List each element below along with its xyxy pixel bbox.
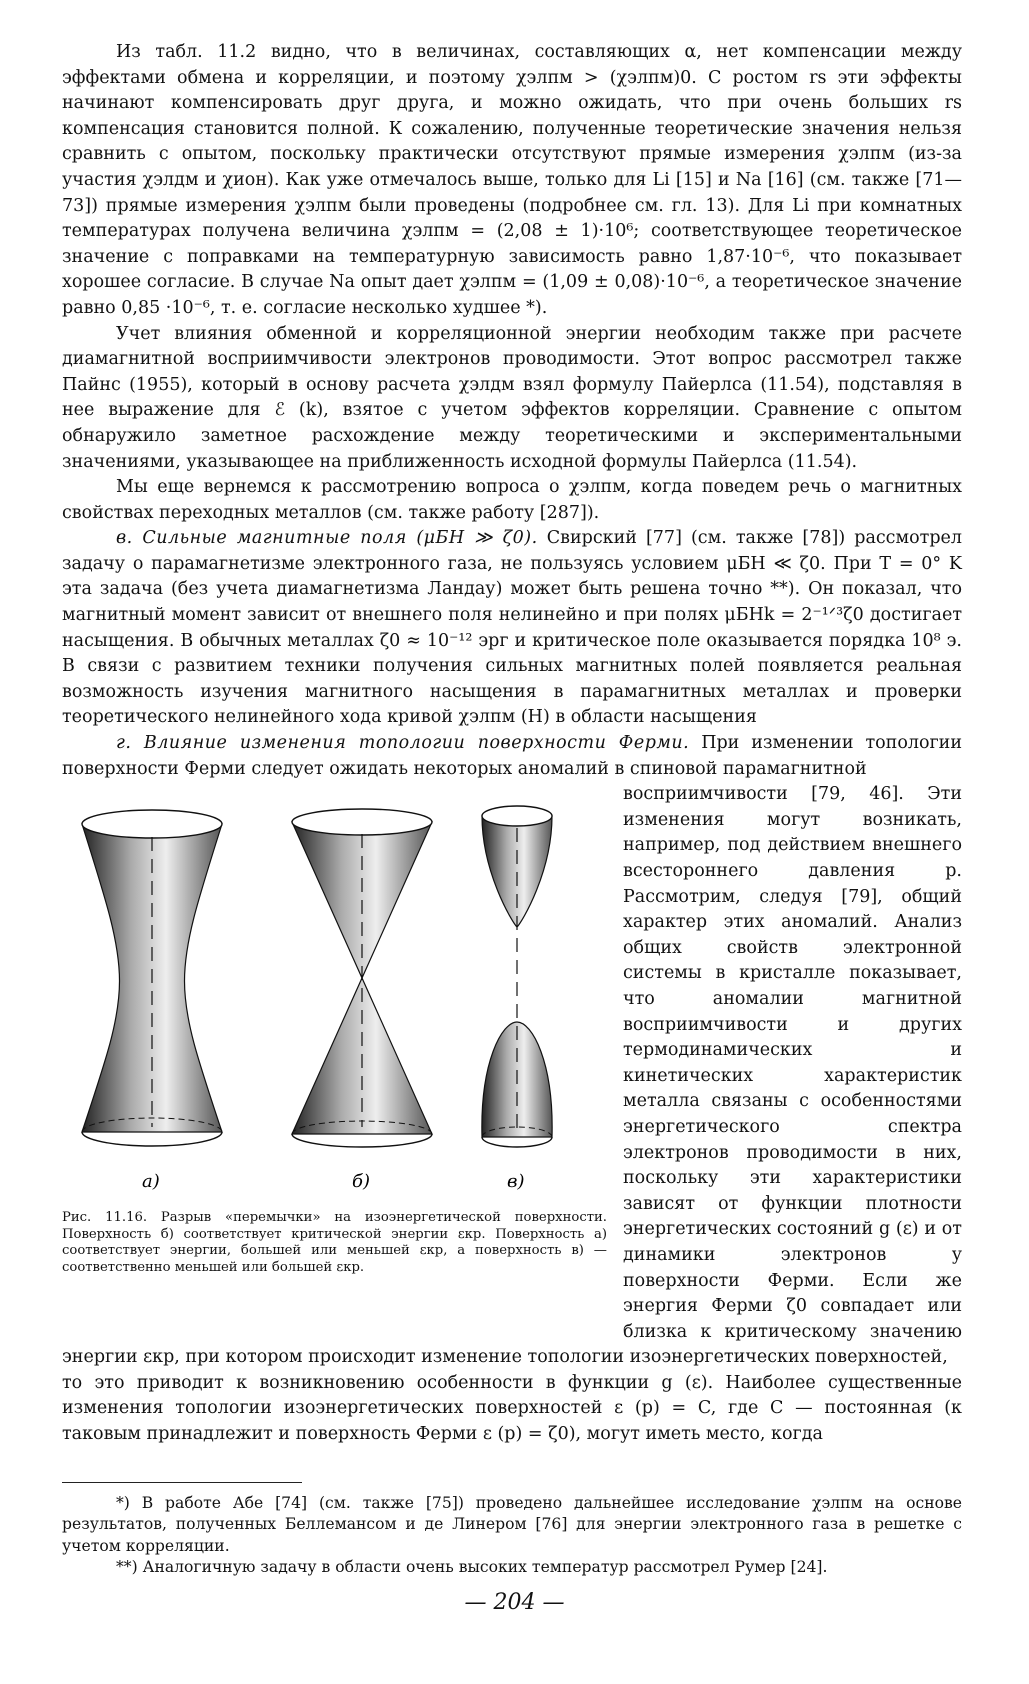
paragraph-4-text: Свирский [77] (см. также [78]) рассмотрел задачу о парамагнетизме электронного газа, не пользуясь условием μБH ≪ ζ0. При T = 0° K эта задача (без учета диамагнетизма Ландау) может быть решена точно **). Он показал, что магнитный момент зависит от внешнего поля нелинейно и при полях μБHk = 2⁻¹ᐟ³ζ0 достигает насыщения. В обычных металлах ζ0 ≈ 10⁻¹² эрг и критическое поле оказывается порядка 10⁸ э. В связи с развитием техники получения сильных магнитных полей появляется реальная возможность изучения магнитного насыщения в парамагнитных металлах и проверки теоретического нелинейного хода кривой χэлпм (H) в области насыщения: [62, 528, 962, 728]
figure-label-a: а): [142, 1171, 160, 1193]
surface-b-double-cone: [292, 809, 432, 1147]
section-heading-v: в. Сильные магнитные поля (μБH ≫ ζ0).: [116, 528, 538, 549]
paragraph-4: [62, 526, 962, 731]
isoenergetic-surfaces-illustration: [62, 782, 607, 1202]
figure-label-c: в): [507, 1171, 525, 1193]
paragraph-5-intro: [62, 731, 962, 782]
figure-caption: Рис. 11.16. Разрыв «перемычки» на изоэнергетической поверхности. Поверхность б) соответствует критической энергии εкр. Поверхность а) соответствует энергии, большей или меньшей εкр, а поверхность в) — соответственно меньшей или большей εкр.: [62, 1210, 607, 1275]
surface-a-hourglass: [82, 810, 222, 1146]
paragraph-2: Учет влияния обменной и корреляционной энергии необходим также при расчете диамагнитной восприимчивости электронов проводимости. Этот вопрос рассмотрел также Пайнс (1955), который в основу расчета χэлдм взял формулу Пайерлса (11.54), подставляя в нее выражение для ℰ (k), взятое с учетом эффектов корреляции. Сравнение с опытом обнаружило заметное расхождение между теоретическими и экспериментальными значениями, указывающее на приближенность исходной формулы Пайерлса (11.54).: [62, 323, 962, 472]
figure-label-b: б): [352, 1171, 371, 1193]
footnote-divider: [62, 1482, 302, 1483]
figure-11-16: [62, 782, 607, 1342]
page-content: [62, 40, 962, 1579]
paragraph-5-continued: то это приводит к возникновению особенности в функции g (ε). Наиболее существенные изменения топологии изоэнергетических поверхностей ε (p) = C, где C — постоянная (к таковым принадлежит и поверхность Ферми ε (p) = ζ0), могут иметь место, когда: [62, 1372, 962, 1445]
paragraph-1: Из табл. 11.2 видно, что в величинах, составляющих α, нет компенсации между эффектами обмена и корреляции, и поэтому χэлпм > (χэлпм)0. С ростом rs эти эффекты начинают компенсировать друг друга, и можно ожидать, что при очень больших rs компенсация становится полной. К сожалению, полученные теоретические значения нельзя сравнить с опытом, поскольку практически отсутствуют прямые измерения χэлпм (из-за участия χэлдм и χион). Как уже отмечалось выше, только для Li [15] и Na [16] (см. также [71—73]) прямые измерения χэлпм были проведены (подробнее см. гл. 13). Для Li при комнатных температурах получена величина χэлпм = (2,08 ± 1)·10⁶; соответствующее теоретическое значение с поправками на температурную зависимость равно 1,87·10⁻⁶, что показывает хорошее согласие. В случае Na опыт дает χэлпм = (1,09 ± 0,08)·10⁻⁶, а теоретическое значение равно 0,85 ·10⁻⁶, т. е. согласие несколько худшее *).: [62, 42, 962, 318]
footnote-2: **) Аналогичную задачу в области очень высоких температур рассмотрел Румер [24].: [116, 1558, 828, 1577]
paragraph-5-text: При изменении топологии поверхности Ферми следует ожидать некоторых аномалий в спиновой парамагнитной: [62, 733, 963, 779]
paragraph-5-wrapped: восприимчивости [79, 46]. Эти изменения могут возникать, например, под действием внешнего всестороннего давления p. Рассмотрим, следуя [79], общий характер этих аномалий. Анализ общих свойств электронной системы в кристалле показывает, что аномалии магнитной восприимчивости и других термодинамических и кинетических характеристик металла связаны с особенностями энергетического спектра электронов проводимости в них, поскольку эти характеристики зависят от функции плотности энергетических состояний g (ε) и от динамики электронов у поверхности Ферми. Если же энергия Ферми ζ0 совпадает или близка к критическому значению энергии εкр, при котором происходит изменение топологии изоэнергетических поверхностей,: [62, 784, 962, 1368]
paragraph-3: Мы еще вернемся к рассмотрению вопроса о χэлпм, когда поведем речь о магнитных свойствах переходных металлов (см. также работу [287]).: [62, 477, 962, 523]
surface-c-separated: [482, 806, 552, 1147]
section-heading-g: г. Влияние изменения топологии поверхности Ферми.: [116, 733, 690, 754]
footnote-1: *) В работе Абе [74] (см. также [75]) проведено дальнейшее исследование χэлпм на основе результатов, полученных Беллемансом и де Линером [76] для энергии электронного газа в решетке с учетом корреляции.: [62, 1493, 962, 1555]
page-number: — 204 —: [464, 1590, 565, 1615]
